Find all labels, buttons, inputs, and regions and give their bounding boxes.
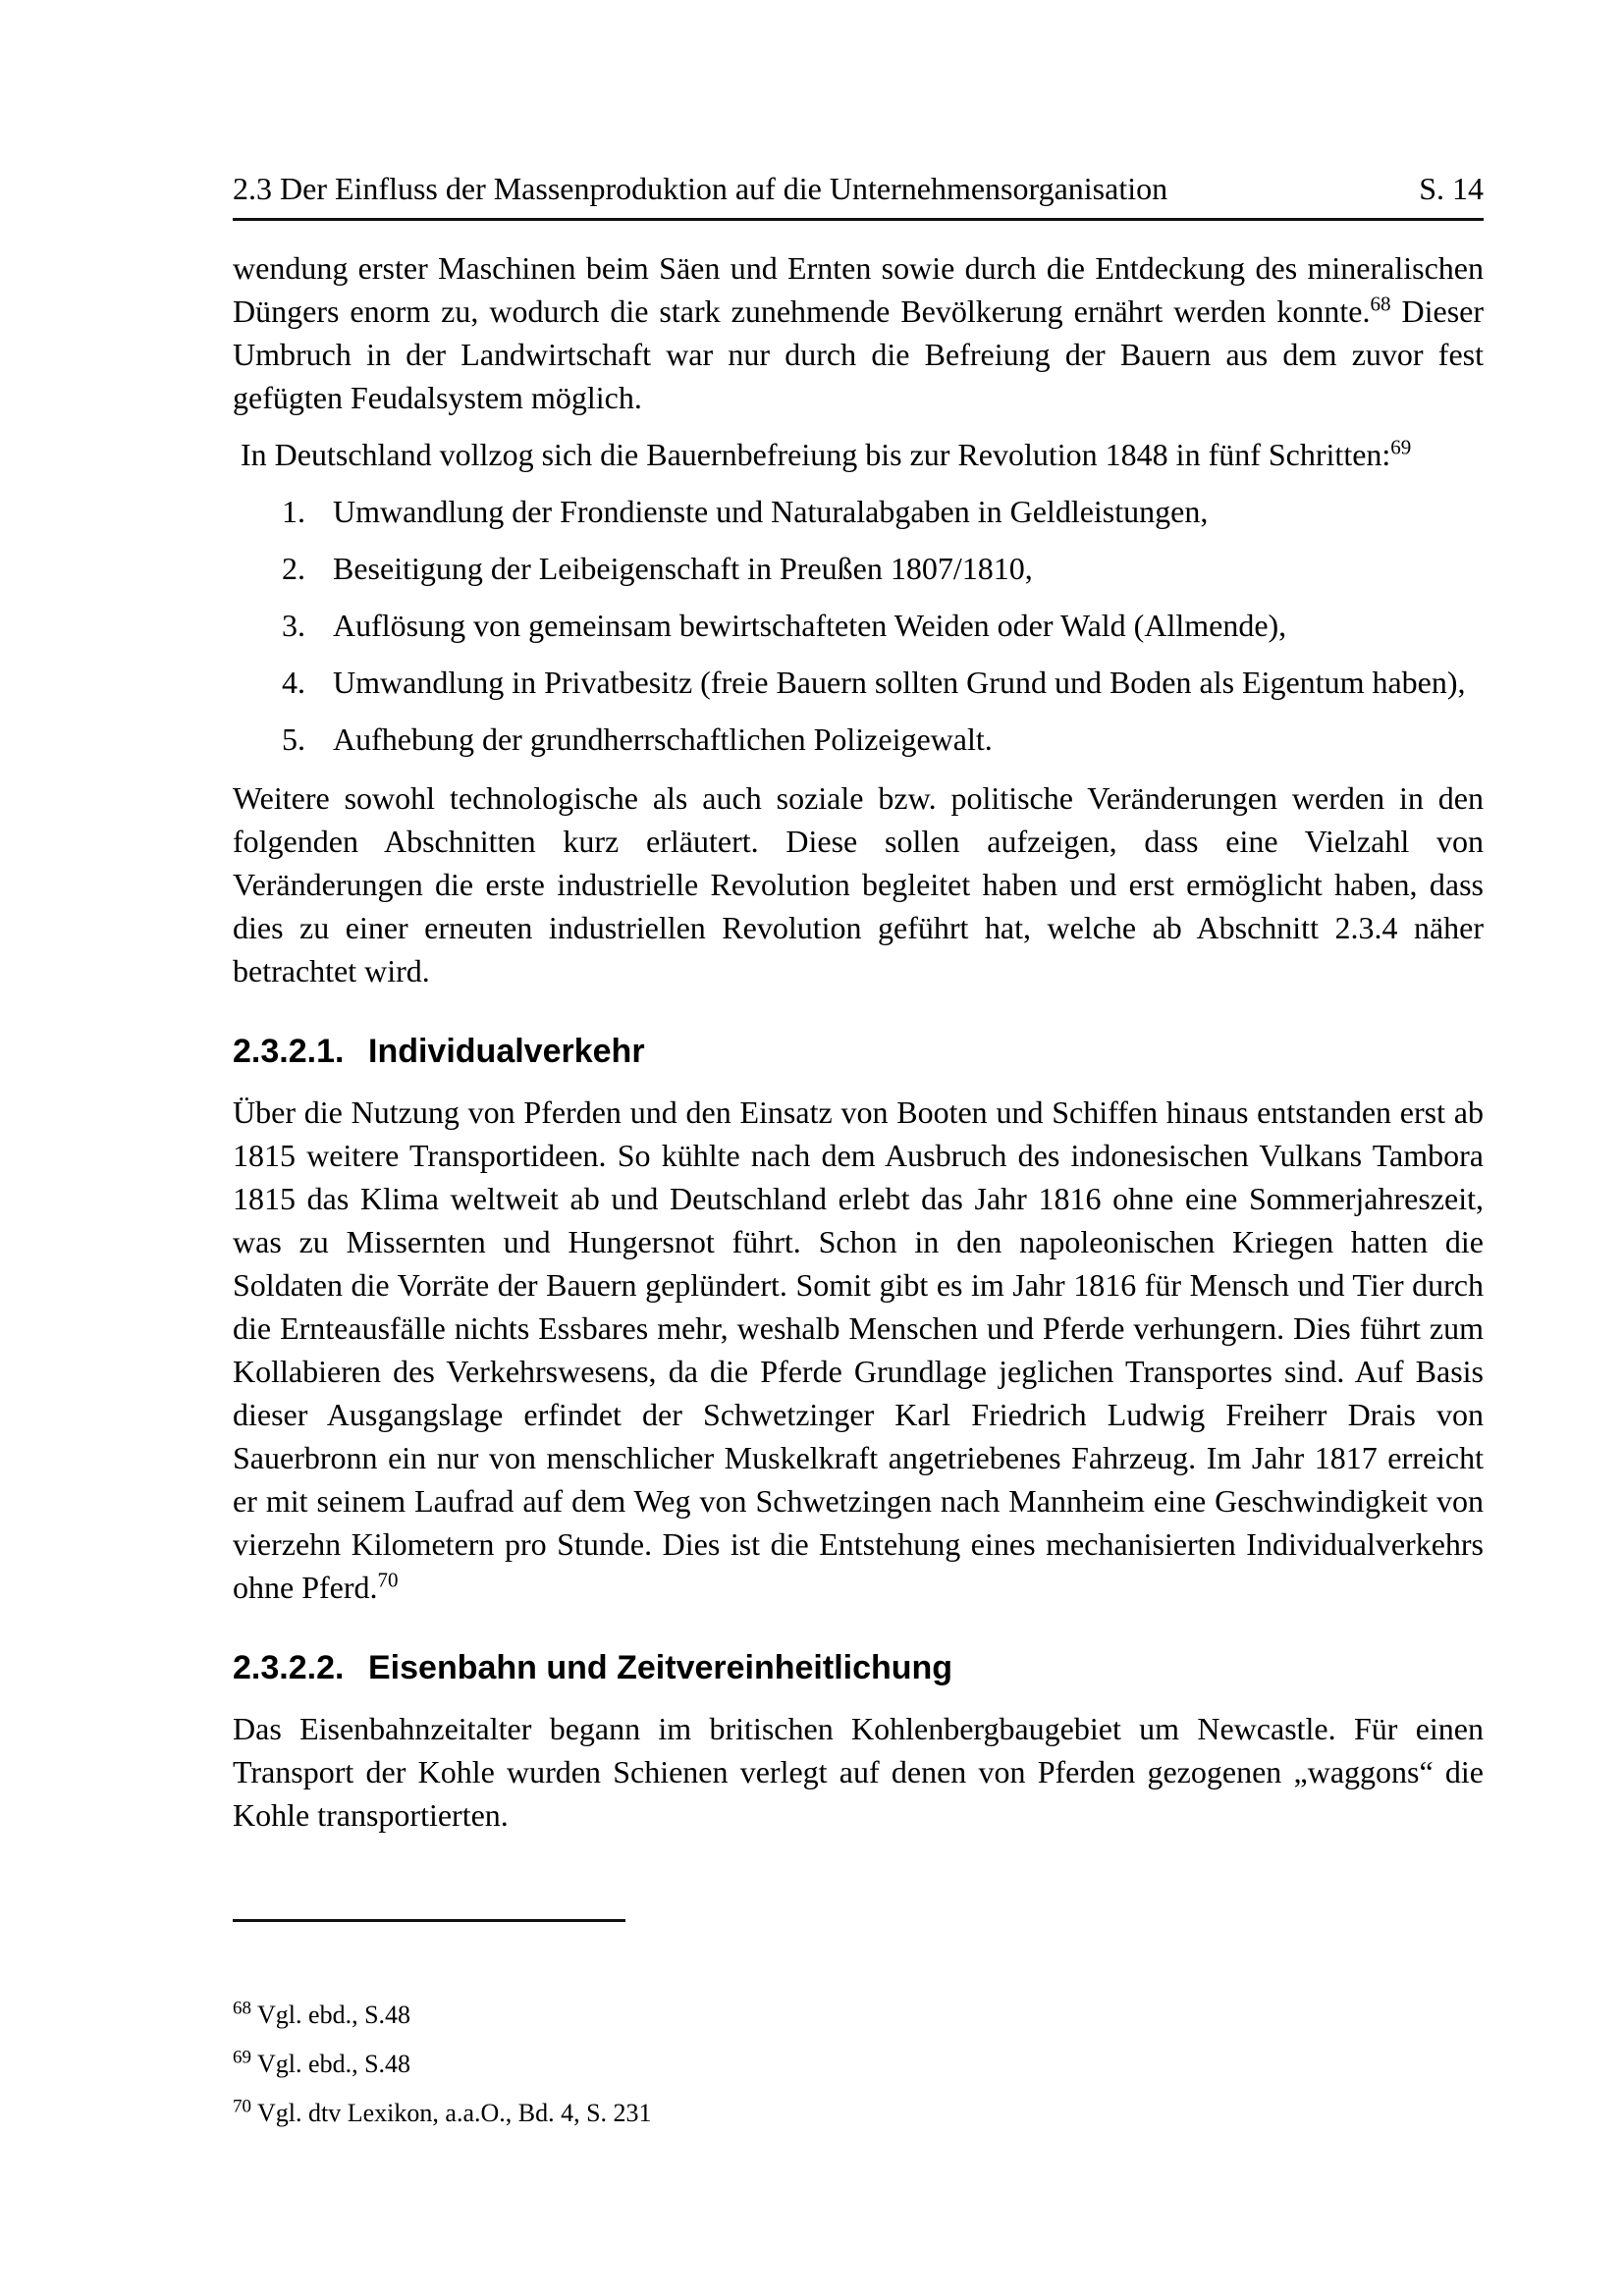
- footnote-number: 69: [233, 2047, 251, 2068]
- section-heading-title: Eisenbahn und Zeitvereinheitlichung: [368, 1649, 953, 1686]
- section-heading-individualverkehr: [233, 1030, 1484, 1073]
- list-item-text: Aufhebung der grundherrschaftlichen Polizeigewalt.: [333, 721, 993, 757]
- footnote-ref-69: 69: [1390, 435, 1412, 459]
- list-item: [233, 718, 1484, 761]
- paragraph-eisenbahn: Das Eisenbahnzeitalter begann im britischen Kohlenbergbaugebiet um Newcastle. Für einen Transport der Kohle wurden Schienen verlegt auf denen von Pferden gezogenen „waggons“ die Kohle transportierten.: [233, 1711, 1484, 1833]
- footnote-separator: [233, 1919, 625, 1922]
- footnote-number: 70: [233, 2096, 251, 2117]
- footnote-number: 68: [233, 1998, 251, 2019]
- footnotes: [233, 1919, 1484, 2146]
- list-item: [233, 547, 1484, 590]
- paragraph-bauernbefreiung: [233, 433, 1484, 476]
- footnote-text: Vgl. ebd., S.48: [257, 2001, 411, 2029]
- section-heading-title: Individualverkehr: [368, 1033, 645, 1070]
- footnote-ref-70: 70: [377, 1568, 399, 1592]
- list-item-text: Umwandlung in Privatbesitz (freie Bauern sollten Grund und Boden als Eigentum haben),: [333, 665, 1466, 700]
- list-item: [233, 490, 1484, 533]
- list-item-number: 5.: [282, 721, 305, 757]
- footnote-text: Vgl. dtv Lexikon, a.a.O., Bd. 4, S. 231: [257, 2099, 652, 2127]
- footnote: [233, 2048, 1484, 2080]
- paragraph-veraenderungen: Weitere sowohl technologische als auch soziale bzw. politische Veränderungen werden in den folgenden Abschnitten kurz erläutert. Diese sollen aufzeigen, dass eine Vielzahl von Veränderungen die erste industrielle Revolution begleitet haben und erst ermöglicht haben, dass dies zu einer erneuten industriellen Revolution geführt hat, welche ab Abschnitt 2.3.4 näher betrachtet wird.: [233, 780, 1484, 988]
- footnote: [233, 1999, 1484, 2031]
- footnote-ref-68: 68: [1370, 292, 1391, 316]
- footnote: [233, 2097, 1484, 2129]
- list-item-number: 3.: [282, 608, 305, 643]
- paragraph-agriculture: [233, 246, 1484, 419]
- list-item: [233, 604, 1484, 647]
- paragraph-text: Über die Nutzung von Pferden und den Einsatz von Booten und Schiffen hinaus entstanden erst ab 1815 weitere Transportideen. So kühlte nach dem Ausbruch des indonesischen Vulkans Tambora 1815 das Klima weltweit ab und Deutschland erlebt das Jahr 1816 ohne eine Sommerjahreszeit, was zu Missernten und Hungersnot führt. Schon in den napoleonischen Kriegen hatten die Soldaten die Vorräte der Bauern geplündert. Somit gibt es im Jahr 1816 für Mensch und Tier durch die Ernteausfälle nichts Essbares mehr, weshalb Menschen und Pferde verhungern. Dies führt zum Kollabieren des Verkehrswesens, da die Pferde Grundlage jeglichen Transportes sind. Auf Basis dieser Ausgangslage erfindet der Schwetzinger Karl Friedrich Ludwig Freiherr Drais von Sauerbronn ein nur von menschlicher Muskelkraft angetriebenes Fahrzeug. Im Jahr 1817 erreicht er mit seinem Laufrad auf dem Weg von Schwetzingen nach Mannheim eine Geschwindigkeit von vierzehn Kilometern pro Stunde. Dies ist die Entstehung eines mechanisierten Individualverkehrs ohne Pferd.: [233, 1095, 1484, 1605]
- list-item-text: Umwandlung der Frondienste und Naturalabgaben in Geldleistungen,: [333, 494, 1209, 529]
- running-header-title: 2.3 Der Einfluss der Massenproduktion auf die Unternehmensorganisation: [233, 171, 1168, 206]
- paragraph-text: In Deutschland vollzog sich die Bauernbefreiung bis zur Revolution 1848 in fünf Schritten:: [241, 437, 1391, 472]
- list-item-number: 4.: [282, 665, 305, 700]
- page-number: S. 14: [1419, 171, 1484, 206]
- section-heading-number: 2.3.2.1.: [233, 1033, 345, 1070]
- paragraph-text: wendung erster Maschinen beim Säen und Ernten sowie durch die Entdeckung des mineralischen Düngers enorm zu, wodurch die stark zunehmende Bevölkerung ernährt werden konnte.: [233, 250, 1484, 329]
- numbered-list: [233, 490, 1484, 761]
- paragraph-individualverkehr: [233, 1091, 1484, 1609]
- paragraph-text: Dieser Umbruch in der Landwirtschaft war nur durch die Befreiung der Bauern aus dem zuvor fest gefügten Feudalsystem möglich.: [233, 294, 1485, 415]
- footnote-text: Vgl. ebd., S.48: [257, 2050, 411, 2078]
- list-item-number: 2.: [282, 551, 305, 586]
- section-heading-number: 2.3.2.2.: [233, 1649, 345, 1686]
- running-header: [233, 169, 1484, 221]
- list-item: [233, 661, 1484, 704]
- section-heading-eisenbahn: [233, 1646, 1484, 1689]
- list-item-number: 1.: [282, 494, 305, 529]
- list-item-text: Beseitigung der Leibeigenschaft in Preußen 1807/1810,: [333, 551, 1033, 586]
- page-content: [233, 169, 1484, 1837]
- list-item-text: Auflösung von gemeinsam bewirtschafteten Weiden oder Wald (Allmende),: [333, 608, 1287, 643]
